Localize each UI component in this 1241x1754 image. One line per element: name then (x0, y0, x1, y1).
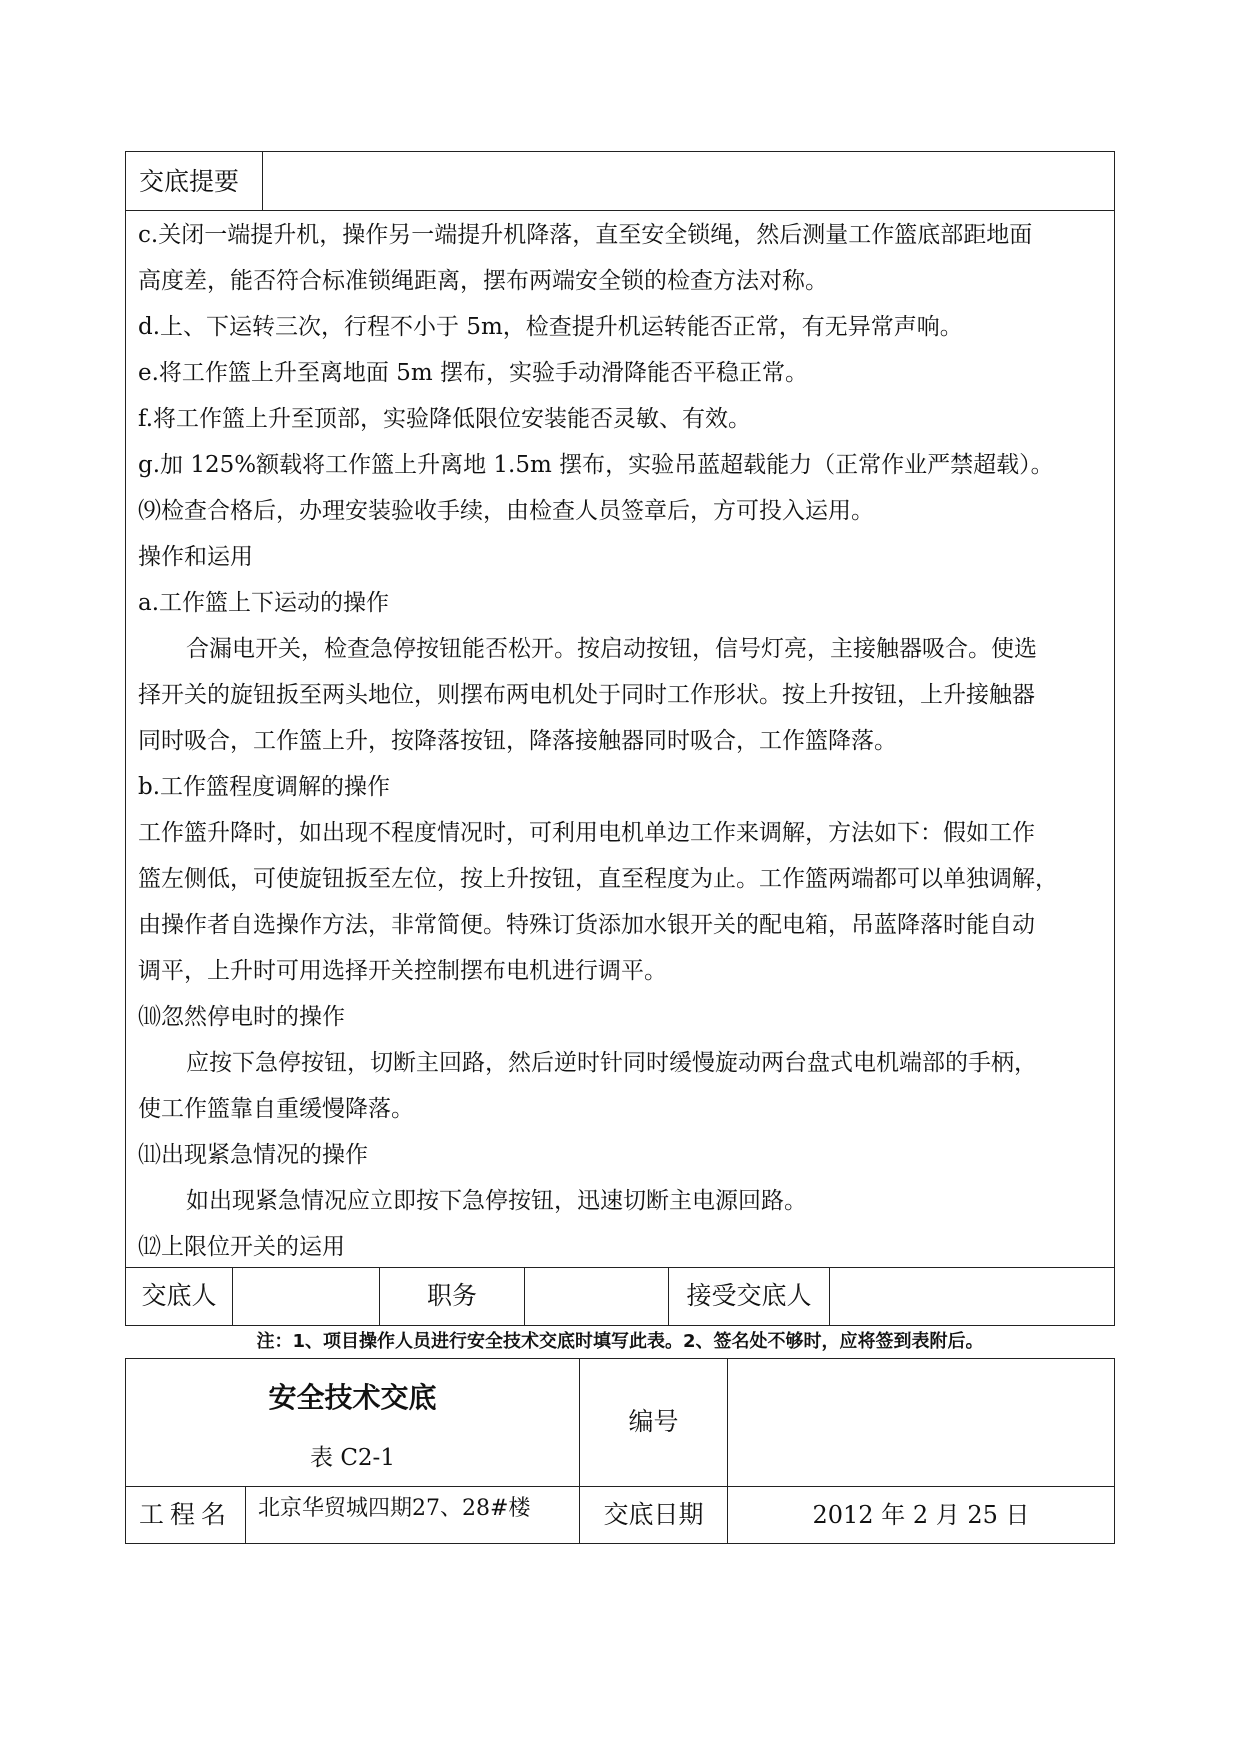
body-line: 高度差，能否符合标准锁绳距离，摆布两端安全锁的检查方法对称。 (138, 268, 828, 294)
body-line: ⑾出现紧急情况的操作 (138, 1142, 368, 1168)
title-cell (126, 1359, 580, 1487)
body-line: 同时吸合，工作篮上升，按降落按钮，降落接触器同时吸合，工作篮降落。 (138, 728, 897, 754)
number-value (728, 1359, 1114, 1487)
form-code: 表 C2-1 (310, 1445, 395, 1471)
number-label: 编号 (580, 1359, 728, 1487)
signature-row (126, 1267, 1114, 1325)
disclosure-content-table (125, 151, 1115, 1326)
form-header-table (125, 1358, 1115, 1544)
project-name-value: 北京华贸城四期27、28#楼 (246, 1487, 580, 1543)
body-line: 合漏电开关，检查急停按钮能否松开。按启动按钮，信号灯亮，主接触器吸合。使选 (186, 636, 1037, 662)
body-line: g.加 125%额载将工作篮上升离地 1.5m 摆布，实验吊蓝超载能力（正常作业严禁超载）。 (138, 452, 1054, 478)
body-line: d.上、下运转三次，行程不小于 5m，检查提升机运转能否正常，有无异常声响。 (138, 314, 963, 340)
disclosure-date-label: 交底日期 (580, 1487, 728, 1543)
body-line: ⑿上限位开关的运用 (138, 1234, 345, 1260)
body-line: f.将工作篮上升至顶部，实验降低限位安装能否灵敏、有效。 (138, 406, 752, 432)
body-line: b.工作篮程度调解的操作 (138, 774, 391, 800)
position-label: 职务 (380, 1268, 525, 1325)
position-value (525, 1268, 669, 1325)
footnote: 注：1、项目操作人员进行安全技术交底时填写此表。2、签名处不够时，应将签到表附后。 (256, 1331, 984, 1352)
form-title: 安全技术交底 (268, 1381, 437, 1414)
body-line: e.将工作篮上升至离地面 5m 摆布，实验手动滑降能否平稳正常。 (138, 360, 808, 386)
body-line: ⑼检查合格后，办理安装验收手续，由检查人员签章后，方可投入运用。 (138, 498, 874, 524)
receiver-label: 接受交底人 (669, 1268, 830, 1325)
discloser-value (233, 1268, 380, 1325)
table-header-row (126, 152, 1114, 211)
project-name-label: 工程名 (126, 1487, 246, 1543)
body-line: 篮左侧低，可使旋钮扳至左位，按上升按钮，直至程度为止。工作篮两端都可以单独调解， (138, 866, 1058, 892)
body-line: a.工作篮上下运动的操作 (138, 590, 390, 616)
discloser-label: 交底人 (126, 1268, 233, 1325)
body-line: ⑽忽然停电时的操作 (138, 1004, 345, 1030)
disclosure-body-text (138, 212, 1104, 1260)
body-line: 操作和运用 (138, 544, 253, 570)
body-line: 使工作篮靠自重缓慢降落。 (138, 1096, 414, 1122)
body-line: 如出现紧急情况应立即按下急停按钮，迅速切断主电源回路。 (186, 1188, 807, 1214)
body-line: 择开关的旋钮扳至两头地位，则摆布两电机处于同时工作形状。按上升按钮，上升接触器 (138, 682, 1035, 708)
body-line: c.关闭一端提升机，操作另一端提升机降落，直至安全锁绳，然后测量工作篮底部距地面 (138, 222, 1033, 248)
body-line: 工作篮升降时，如出现不程度情况时，可利用电机单边工作来调解，方法如下：假如工作 (138, 820, 1035, 846)
disclosure-date-value: 2012 年 2 月 25 日 (812, 1501, 1030, 1529)
receiver-value (830, 1268, 1113, 1325)
body-line: 由操作者自选操作方法，非常简便。特殊订货添加水银开关的配电箱，吊蓝降落时能自动 (138, 912, 1035, 938)
summary-label: 交底提要 (126, 152, 263, 210)
body-line: 应按下急停按钮，切断主回路，然后逆时针同时缓慢旋动两台盘式电机端部的手柄， (186, 1050, 1037, 1076)
body-line: 调平，上升时可用选择开关控制摆布电机进行调平。 (138, 958, 667, 984)
